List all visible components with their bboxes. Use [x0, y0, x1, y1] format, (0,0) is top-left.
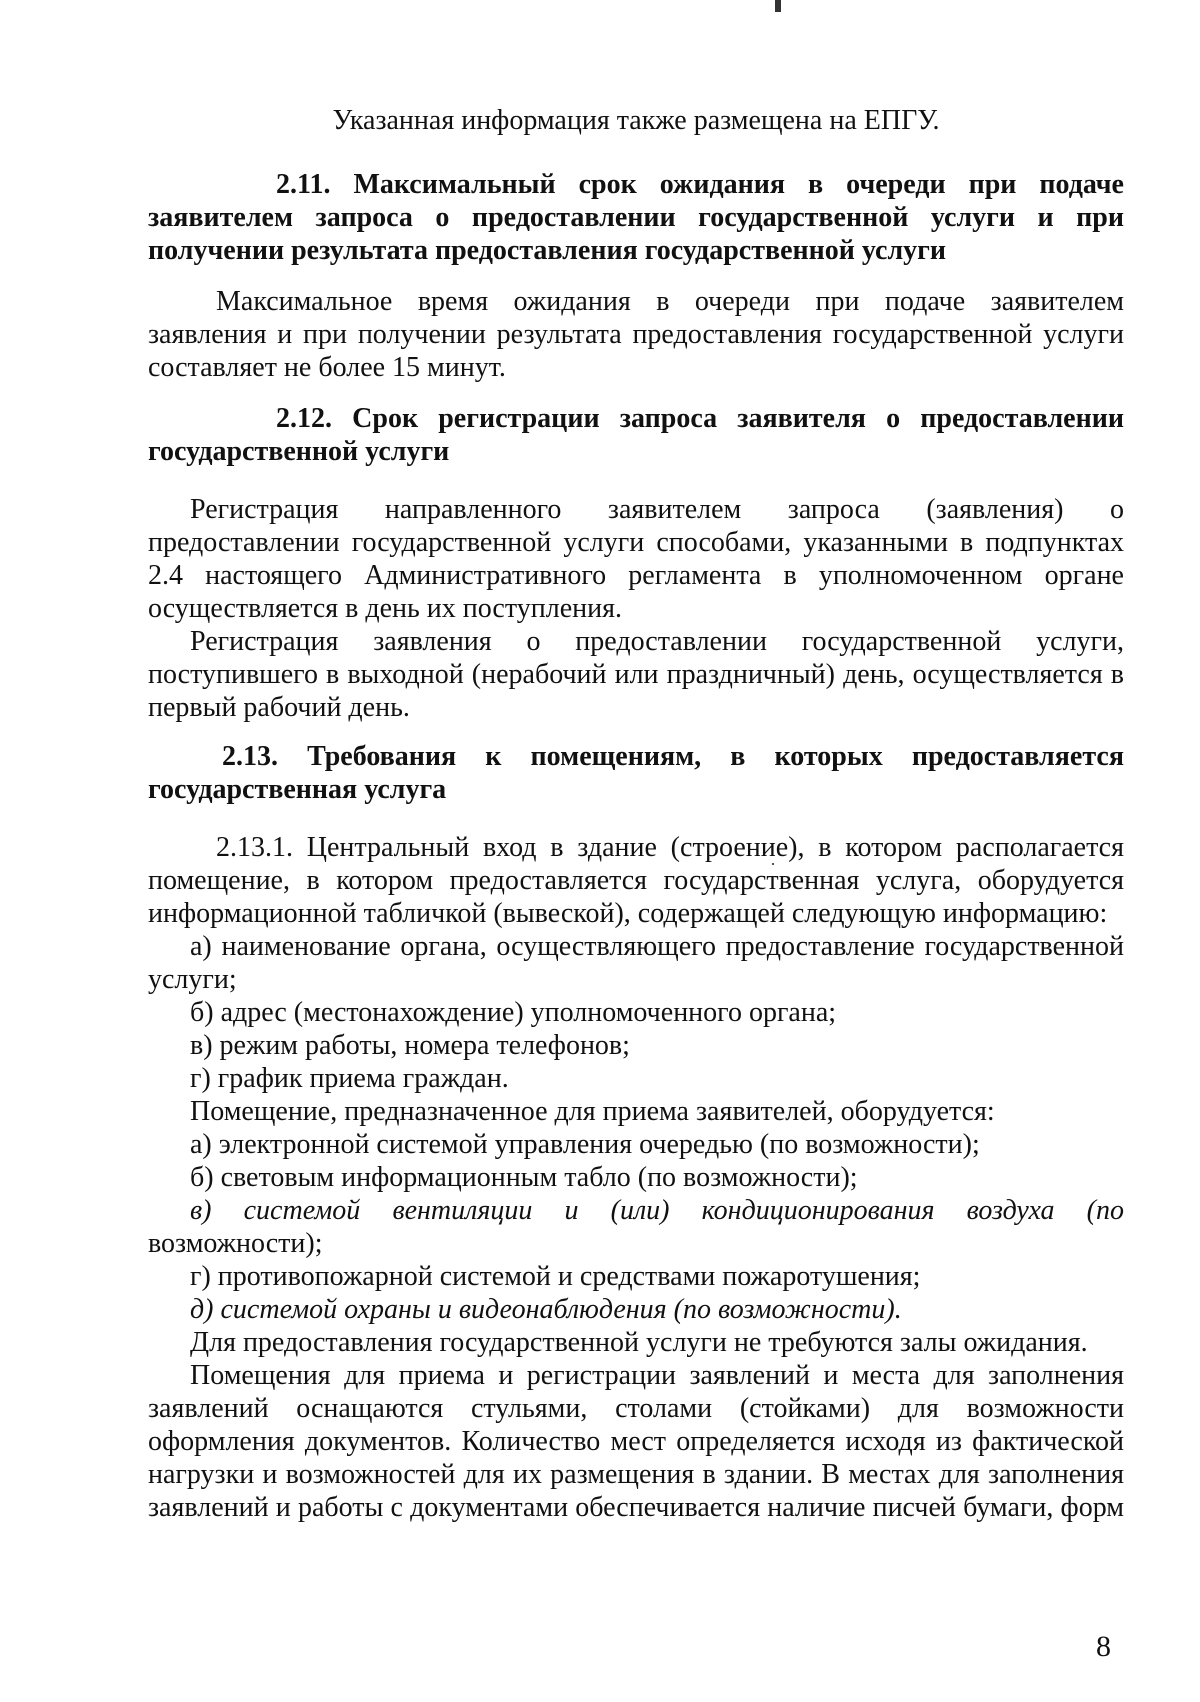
body-line: Для предоставления государственной услуги не требуются залы ожидания. — [190, 1327, 1088, 1358]
body-line: б) адрес (местонахождение) уполномоченного органа; — [190, 997, 837, 1028]
body-line: Помещения для приема и регистрации заявлений и места для заполнения — [190, 1360, 1124, 1391]
section-2-12-paragraph-2: Регистрация заявления о предоставлении государственной услуги, поступившего в выходной (нерабочий или праздничный) день, осуществляется в первый рабочий день. — [148, 626, 1124, 723]
scan-artifact — [775, 0, 781, 12]
page-number: 8 — [1096, 1630, 1111, 1663]
section-2-13-body — [148, 831, 1124, 1524]
intro-line: Указанная информация также размещена на ЕПГУ. — [332, 105, 940, 136]
body-line: д) системой охраны и видеонаблюдения (по возможности). — [190, 1294, 902, 1325]
section-2-11-paragraph: Максимальное время ожидания в очереди при подаче заявителем заявления и при получении результата предоставления государственной услуги составляет не более 15 минут. — [148, 286, 1124, 383]
body-line: информационной табличкой (вывеской), содержащей следующую информацию: — [148, 898, 1108, 929]
body-line: заявлений и работы с документами обеспечивается наличие писчей бумаги, форм — [148, 1492, 1124, 1523]
body-line: Помещение, предназначенное для приема заявителей, оборудуется: — [190, 1096, 995, 1127]
section-2-13-heading: 2.13. Требования к помещениям, в которых предоставляется государственная услуга — [148, 741, 1124, 805]
body-line: г) противопожарной системой и средствами пожаротушения; — [190, 1261, 921, 1292]
body-line: заявлений оснащаются стульями, столами (стойками) для возможности — [148, 1393, 1124, 1424]
body-line: в) системой вентиляции и (или) кондиционирования воздуха (по — [190, 1195, 1124, 1226]
body-line: г) график приема граждан. — [190, 1063, 509, 1094]
body-line: нагрузки и возможностей для их размещения в здании. В местах для заполнения — [148, 1459, 1124, 1490]
body-line: 2.13.1. Центральный вход в здание (строение), в котором располагается — [216, 832, 1124, 863]
section-2-12-paragraph-1: Регистрация направленного заявителем запроса (заявления) о предоставлении государственной услуги способами, указанными в подпунктах 2.4 настоящего Административного регламента в уполномоченном органе осуществляется в день их поступления. — [148, 494, 1124, 624]
body-line: оформления документов. Количество мест определяется исходя из фактической — [148, 1426, 1124, 1457]
section-2-12-heading: 2.12. Срок регистрации запроса заявителя о предоставлении государственной услуги — [148, 403, 1124, 467]
body-line: помещение, в котором предоставляется государственная услуга, оборудуется — [148, 865, 1124, 896]
body-line: услуги; — [148, 964, 237, 995]
body-line: б) световым информационным табло (по возможности); — [190, 1162, 858, 1193]
section-2-11-heading: 2.11. Максимальный срок ожидания в очереди при подаче заявителем запроса о предоставлении государственной услуги и при получении результата предоставления государственной услуги — [148, 169, 1124, 266]
body-line: в) режим работы, номера телефонов; — [190, 1030, 630, 1061]
body-line: а) электронной системой управления очередью (по возможности); — [190, 1129, 980, 1160]
body-line: возможности); — [148, 1228, 323, 1259]
body-line: а) наименование органа, осуществляющего предоставление государственной — [190, 931, 1124, 962]
